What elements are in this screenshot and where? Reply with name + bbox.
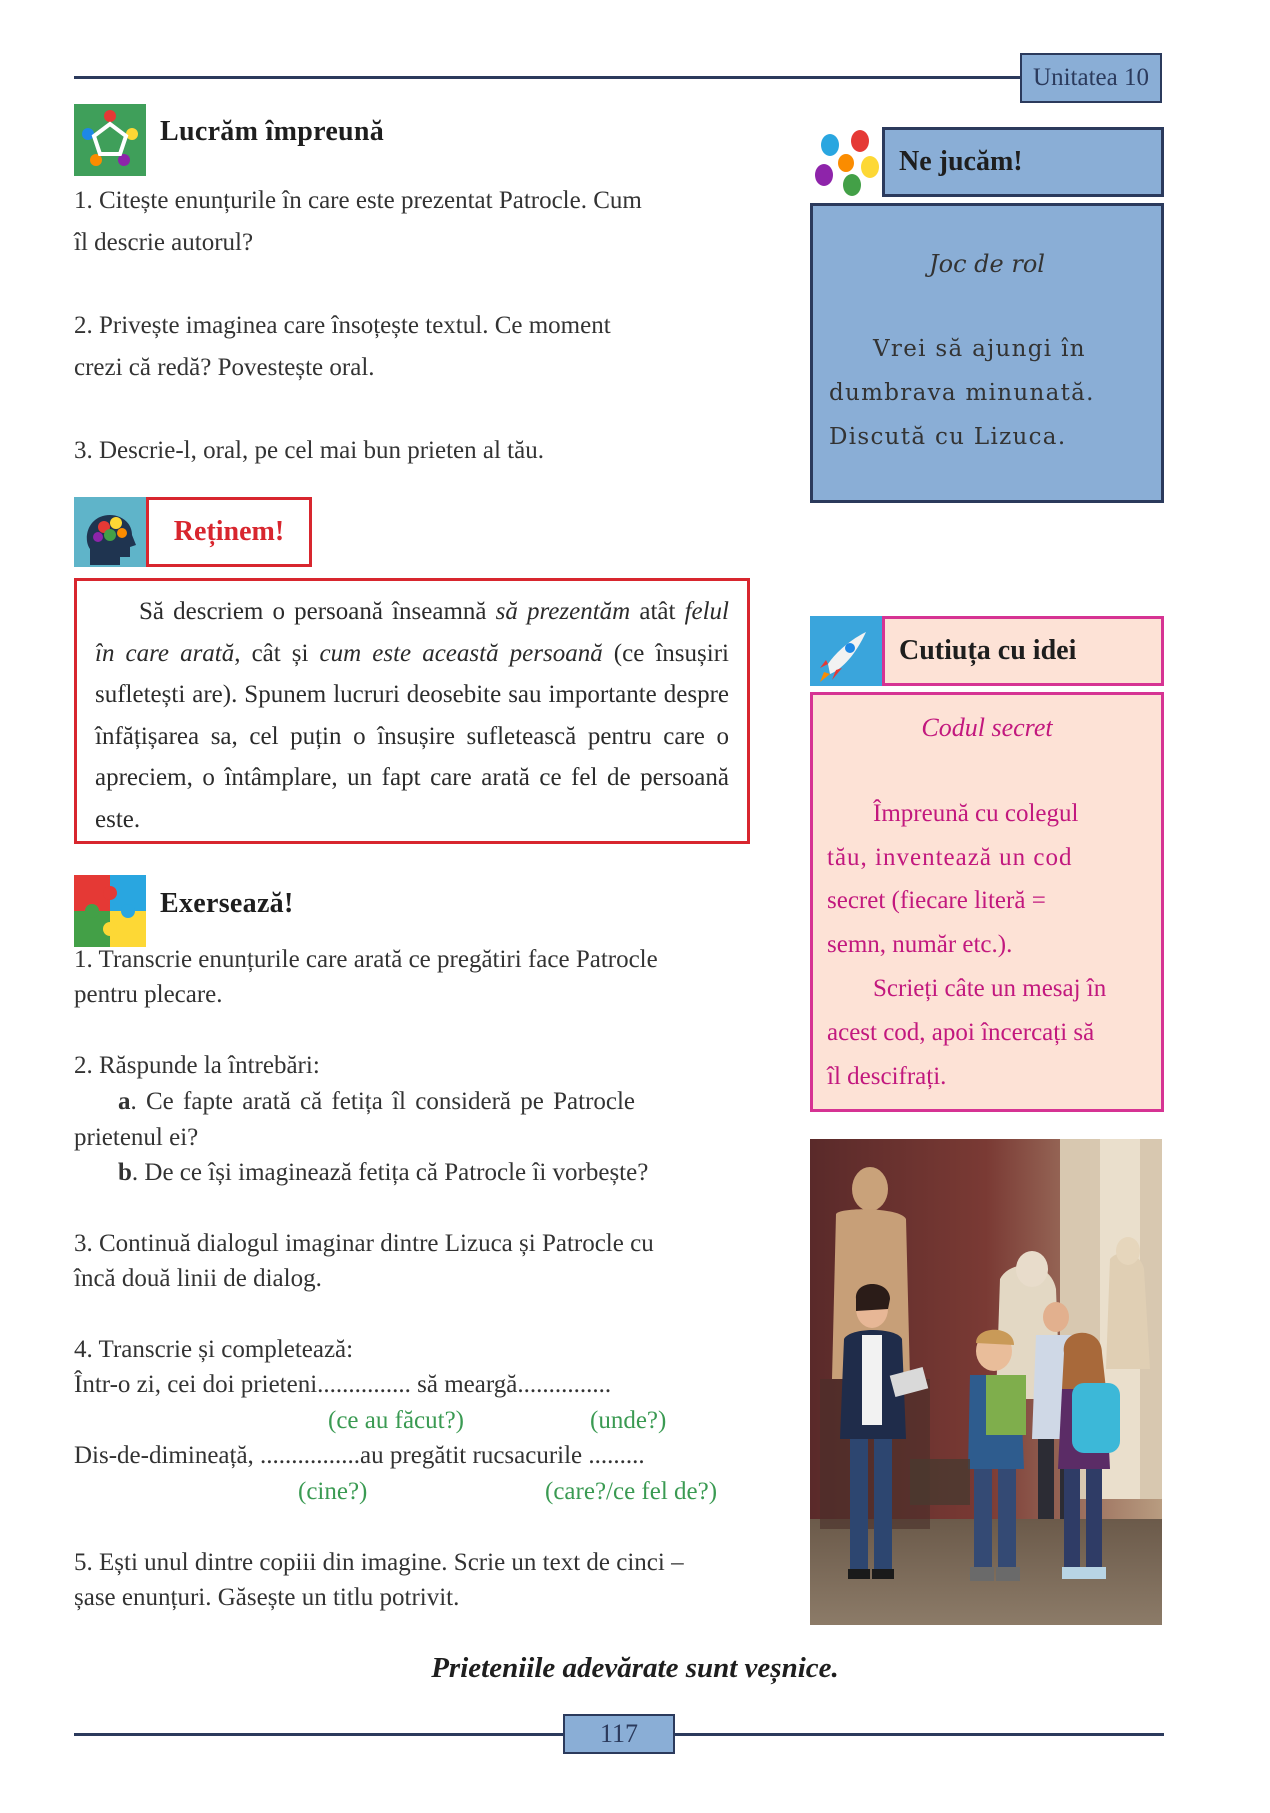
ex2a-line1 (118, 1084, 750, 1120)
retinem-box (74, 578, 750, 844)
rocket-icon (810, 616, 882, 686)
ex2b-text: . De ce își imaginează fetița că Patrocle îi vorbește? (131, 1159, 649, 1186)
teamwork-icon (74, 104, 146, 176)
ex4-hint-4: (care?/ce fel de?) (545, 1478, 718, 1505)
ex4-fill-line2: Dis-de-dimineață, ................au pregătit rucsacurile ......... (74, 1442, 645, 1469)
retinem-text-4: (ce însușiri sufletești are). Spunem lucruri deosebite sau importante despre înfățișarea sa, cel puțin o însușire sufletească pentru care o apreciem, o întâmplare, un fapt care arată ce fel de persoană este. (95, 639, 729, 833)
ex4-hint-3: (cine?) (298, 1478, 368, 1505)
ex3-line1: 3. Continuă dialogul imaginar dintre Lizuca și Patrocle cu (74, 1230, 654, 1257)
ex2-line: 2. Răspunde la întrebări: (74, 1052, 320, 1079)
retinem-emphasis-2: felul în care arată (95, 598, 729, 667)
retinem-text-1: Să descriem o persoană înseamnă (139, 598, 496, 625)
ne-jucam-box (810, 203, 1164, 503)
ex2a-letter: a (118, 1088, 131, 1115)
cutiuta-box (810, 692, 1164, 1112)
puzzle-icon (74, 875, 146, 947)
ex2a-line2: prietenul ei? (74, 1124, 199, 1151)
retinem-text-3: , cât și (234, 639, 320, 667)
retinem-emphasis-1: să prezentăm (495, 598, 631, 625)
ne-jucam-line1: Vrei să ajungi în (873, 336, 1086, 362)
ne-jucam-heading: Ne jucăm! (882, 127, 1164, 197)
lucram-q2-line1: 2. Privește imaginea care însoțește textul. Ce moment (74, 312, 611, 339)
ex5-line1: 5. Ești unul dintre copiii din imagine. Scrie un text de cinci – (74, 1549, 684, 1576)
retinem-heading: Reținem! (146, 497, 312, 567)
cutiuta-line7: îl descifrați. (827, 1063, 947, 1090)
retinem-emphasis-3: cum este această persoană (319, 639, 603, 667)
cutiuta-line6: acest cod, apoi încercați să (827, 1019, 1095, 1046)
ex4-hint-2: (unde?) (590, 1407, 667, 1434)
ex1-line2: pentru plecare. (74, 981, 223, 1008)
cutiuta-line1: Împreună cu colegul (873, 800, 1079, 827)
cutiuta-line5: Scrieți câte un mesaj în (873, 975, 1107, 1002)
footer-rule-right (675, 1733, 1164, 1736)
exerseaza-heading: Exersează! (160, 888, 294, 919)
lucram-q1-line2: îl descrie autorul? (74, 229, 254, 256)
cutiuta-line4: semn, număr etc.). (827, 931, 1013, 958)
ex4-fill-line1: Într-o zi, cei doi prieteni............... să meargă............... (74, 1371, 612, 1398)
page-number: 117 (563, 1714, 675, 1754)
lucram-q1-line1: 1. Citește enunțurile în care este prezentat Patrocle. Cum (74, 187, 642, 214)
ex3-line2: încă două linii de dialog. (74, 1265, 322, 1292)
unit-badge: Unitatea 10 (1020, 53, 1162, 103)
ex2b-letter: b (118, 1159, 132, 1186)
ex5-line2: șase enunțuri. Găsește un titlu potrivit. (74, 1584, 460, 1611)
lucram-heading: Lucrăm împreună (160, 116, 385, 147)
ex4-hint-1: (ce au făcut?) (328, 1407, 464, 1434)
cutiuta-heading: Cutiuța cu idei (882, 616, 1164, 686)
lucram-q2-line2: crezi că redă? Povestește oral. (74, 354, 375, 381)
ne-jucam-line2: dumbrava minunată. (829, 380, 1095, 406)
cutiuta-line2: tău, inventează un cod (827, 844, 1073, 871)
motto: Prieteniile adevărate sunt veșnice. (431, 1652, 839, 1684)
ex2b-line (118, 1155, 750, 1191)
lucram-q3: 3. Descrie-l, oral, pe cel mai bun prieten al tău. (74, 437, 544, 464)
ne-jucam-line3: Discută cu Lizuca. (829, 424, 1067, 450)
ne-jucam-subtitle: Joc de rol (929, 250, 1045, 278)
header-rule (74, 76, 1022, 79)
museum-photo (810, 1139, 1162, 1625)
retinem-text-2: atât (630, 598, 685, 625)
cutiuta-subtitle: Codul secret (921, 713, 1053, 742)
ex1-line1: 1. Transcrie enunțurile care arată ce pregătiri face Patrocle (74, 946, 658, 973)
cutiuta-line3: secret (fiecare literă = (827, 887, 1046, 914)
hands-icon (810, 127, 882, 197)
ex4-line: 4. Transcrie și completează: (74, 1336, 354, 1363)
brain-icon (74, 497, 146, 567)
ex2a-text: . Ce fapte arată că fetița îl consideră pe Patrocle (130, 1088, 636, 1115)
footer-rule-left (74, 1733, 563, 1736)
